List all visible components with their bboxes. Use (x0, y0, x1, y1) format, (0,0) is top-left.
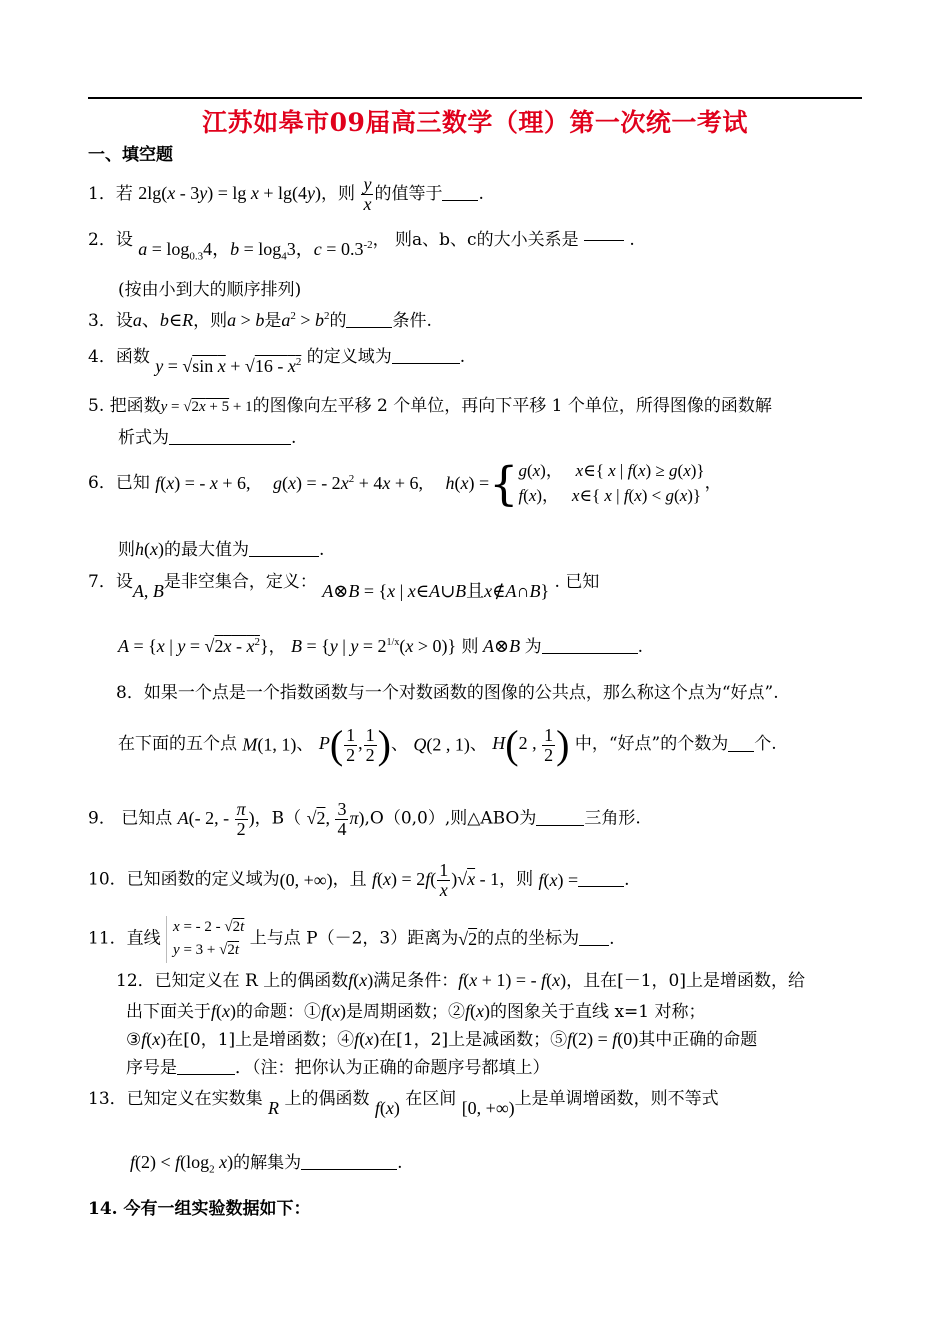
top-rule (88, 97, 862, 99)
question-14: 14. 今有一组实验数据如下： (88, 1199, 311, 1219)
question-5-cont: 析式为 . (118, 428, 297, 448)
question-8-cont: 在下面的五个点 M(1, 1)、 P( $\frac{1}{2}$ , $\frac{1}{2}$ )、 Q(2 , 1)、 H(2 , $\frac{1}{2}$ ) 中，“好点”的个数为 个. (118, 722, 777, 767)
question-7: 7．设A, B是非空集合，定义： A⊗B = {x | x∈A∪B且x∉A∩B} . 已知 (88, 572, 600, 601)
section-heading: 一、填空题 (88, 145, 173, 165)
question-6: 6．已知 f(x) = - x + 6, g(x) = - $2x^2 + 4x + 6$, h(x) ={g(x)， x∈{ x | f(x) ≥ g(x)} f(x)， x∈{ x | f(x) < g(x)}， (88, 456, 722, 511)
question-2-note: (按由小到大的顺序排列) (118, 280, 302, 300)
question-12-line2: 出下面关于f(x)的命题：①f(x)是周期函数；②f(x)的图象关于直线 x=1 对称； (126, 1001, 706, 1022)
question-12-line4: 序号是 ．（注：把你认为正确的命题序号都填上） (126, 1058, 550, 1078)
question-7-cont: A = {x | $y = √2x - x^2$}， B = {y | $y = 2^{1/x}(x > 0)$} 则 A⊗B 为 . (118, 636, 644, 657)
exam-title: 江苏如皋市09届高三数学（理）第一次统一考试 (202, 108, 748, 137)
question-9: 9． 已知点 A(- 2, - $\frac{\pi}{2}$ )，B（ √2, $\frac{3}{4}$ π),O（0,0）,则△ABO为 三角形. (88, 799, 641, 839)
question-5: 5. 把函数y = √2x + 5 + 1的图像向左平移 2 个单位，再向下平移 1 个单位，所得图像的函数解 (88, 396, 772, 416)
question-8: 8．如果一个点是一个指数函数与一个对数函数的图像的公共点，那么称这个点为“好点”. (116, 683, 779, 703)
question-12-line3: ③f(x)在[0，1]上是增函数；④f(x)在[1，2]上是减函数；⑤f(2) = f(0)其中正确的命题 (126, 1029, 758, 1050)
question-12: 12．已知定义在 R 上的偶函数f(x)满足条件：f(x + 1) = - f(x)，且在[－1，0]上是增函数，给 (116, 970, 805, 991)
question-4: 4．函数 y = √sin $x + √16 - x^2$ 的定义域为 . (88, 347, 466, 376)
question-13: 13．已知定义在实数集 R 上的偶函数 f(x) 在区间 [0, +∞)上是单调增函数，则不等式 (88, 1089, 719, 1118)
question-11: 11．直线 x = - 2 - √2t y = 3 + √2t 上与点 P（－2，3）距离为√2的点的坐标为 . (88, 916, 615, 963)
question-1: 1．若 2lg(x - 3y) = lg x + lg(4y)，则 $\frac{y}{x}$ 的值等于 . (88, 174, 484, 214)
question-6-cont: 则h(x)的最大值为 . (118, 539, 325, 560)
question-10: 10．已知函数的定义域为(0, +∞)，且 f(x) = 2f( $\frac{1}{x}$ )√x - 1，则 f(x) = . (88, 860, 630, 900)
question-3: 3．设a、b∈R，则a > b是$a^2 > b^2$的 条件. (88, 310, 432, 331)
question-13-cont: $f(2) < f(\log_2$ x)的解集为 . (130, 1152, 403, 1176)
question-2: 2．设 $a = \log_{0.3}4$，$b = \log_43$，$c = 0.3^{-2}$， 则a、b、c的大小关系是 . (88, 230, 635, 263)
